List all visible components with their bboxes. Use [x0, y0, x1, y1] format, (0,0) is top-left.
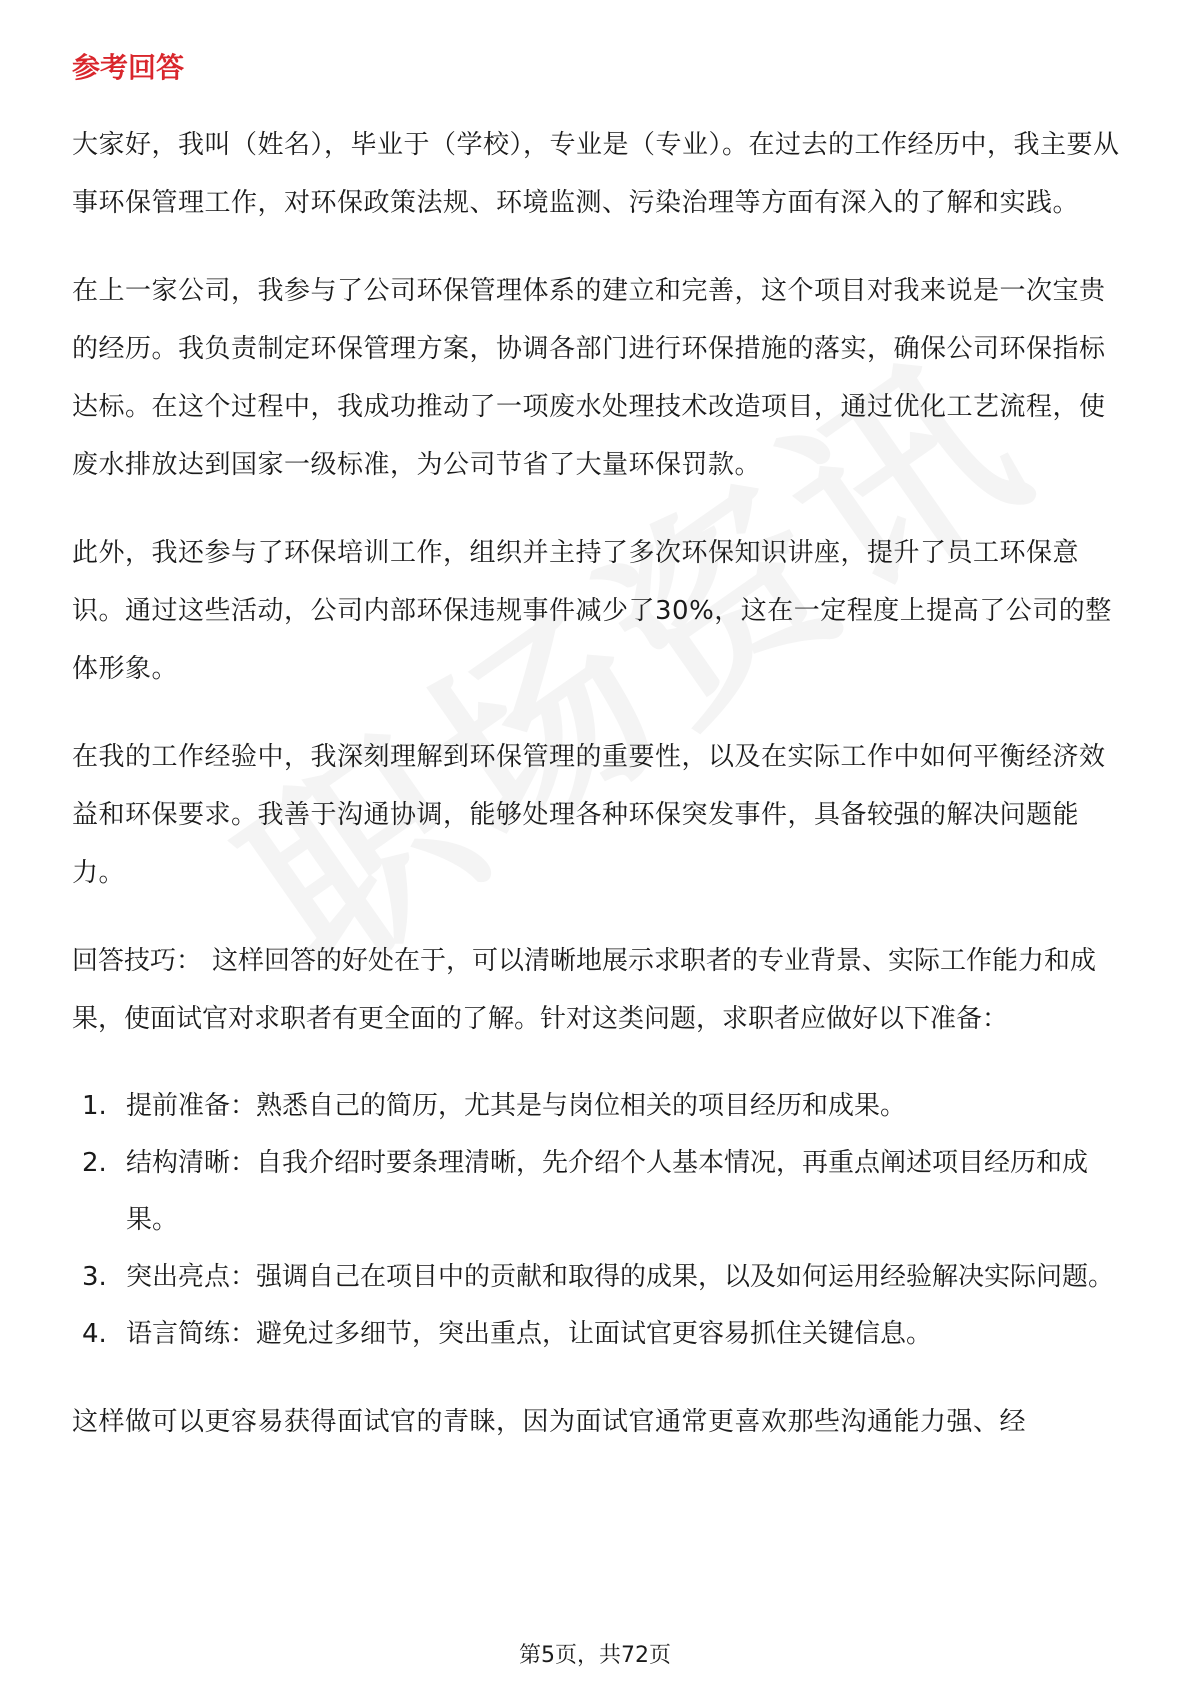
- paragraph-intro: 大家好，我叫（姓名），毕业于（学校），专业是（专业）。在过去的工作经历中，我主要从事环保管理工作，对环保政策法规、环境监测、污染治理等方面有深入的了解和实践。: [72, 130, 1120, 218]
- list-item-text: 突出亮点：强调自己在项目中的贡献和取得的成果，以及如何运用经验解决实际问题。: [126, 1262, 1115, 1292]
- paragraph-project: 在上一家公司，我参与了公司环保管理体系的建立和完善，这个项目对我来说是一次宝贵的经历。我负责制定环保管理方案，协调各部门进行环保措施的落实，确保公司环保指标达标。在这个过程中，我成功推动了一项废水处理技术改造项目，通过优化工艺流程，使废水排放达到国家一级标准，为公司节省了大量环保罚款。: [72, 276, 1106, 480]
- list-item-number: 4.: [82, 1319, 107, 1349]
- list-item-number: 2.: [82, 1148, 107, 1178]
- tips-text: 这样回答的好处在于，可以清晰地展示求职者的专业背景、实际工作能力和成果，使面试官对求职者有更全面的了解。针对这类问题，求职者应做好以下准备：: [72, 946, 1097, 1034]
- list-item: [72, 1306, 1122, 1363]
- list-item-number: 3.: [82, 1262, 107, 1292]
- tips-paragraph: [72, 932, 1122, 1048]
- list-item: [72, 1135, 1122, 1249]
- list-item-text: 结构清晰：自我介绍时要条理清晰，先介绍个人基本情况，再重点阐述项目经历和成果。: [126, 1148, 1089, 1235]
- list-item-text: 语言简练：避免过多细节，突出重点，让面试官更容易抓住关键信息。: [126, 1319, 933, 1349]
- section-title: 参考回答: [72, 51, 185, 84]
- list-item: [72, 1078, 1122, 1135]
- paragraph-experience: 在我的工作经验中，我深刻理解到环保管理的重要性，以及在实际工作中如何平衡经济效益和环保要求。我善于沟通协调，能够处理各种环保突发事件，具备较强的解决问题能力。: [72, 742, 1106, 888]
- list-item-text: 提前准备：熟悉自己的简历，尤其是与岗位相关的项目经历和成果。: [126, 1091, 907, 1121]
- tips-list: [72, 1078, 1122, 1363]
- list-item: [72, 1249, 1122, 1306]
- list-item-number: 1.: [82, 1091, 107, 1121]
- document-page: [72, 48, 1122, 1481]
- paragraph-closing: 这样做可以更容易获得面试官的青睐，因为面试官通常更喜欢那些沟通能力强、经: [72, 1407, 1027, 1437]
- paragraph-training: 此外，我还参与了环保培训工作，组织并主持了多次环保知识讲座，提升了员工环保意识。通过这些活动，公司内部环保违规事件减少了30%，这在一定程度上提高了公司的整体形象。: [72, 538, 1112, 684]
- tips-label: 回答技巧：: [72, 946, 203, 976]
- page-footer: 第5页，共72页: [519, 1643, 671, 1668]
